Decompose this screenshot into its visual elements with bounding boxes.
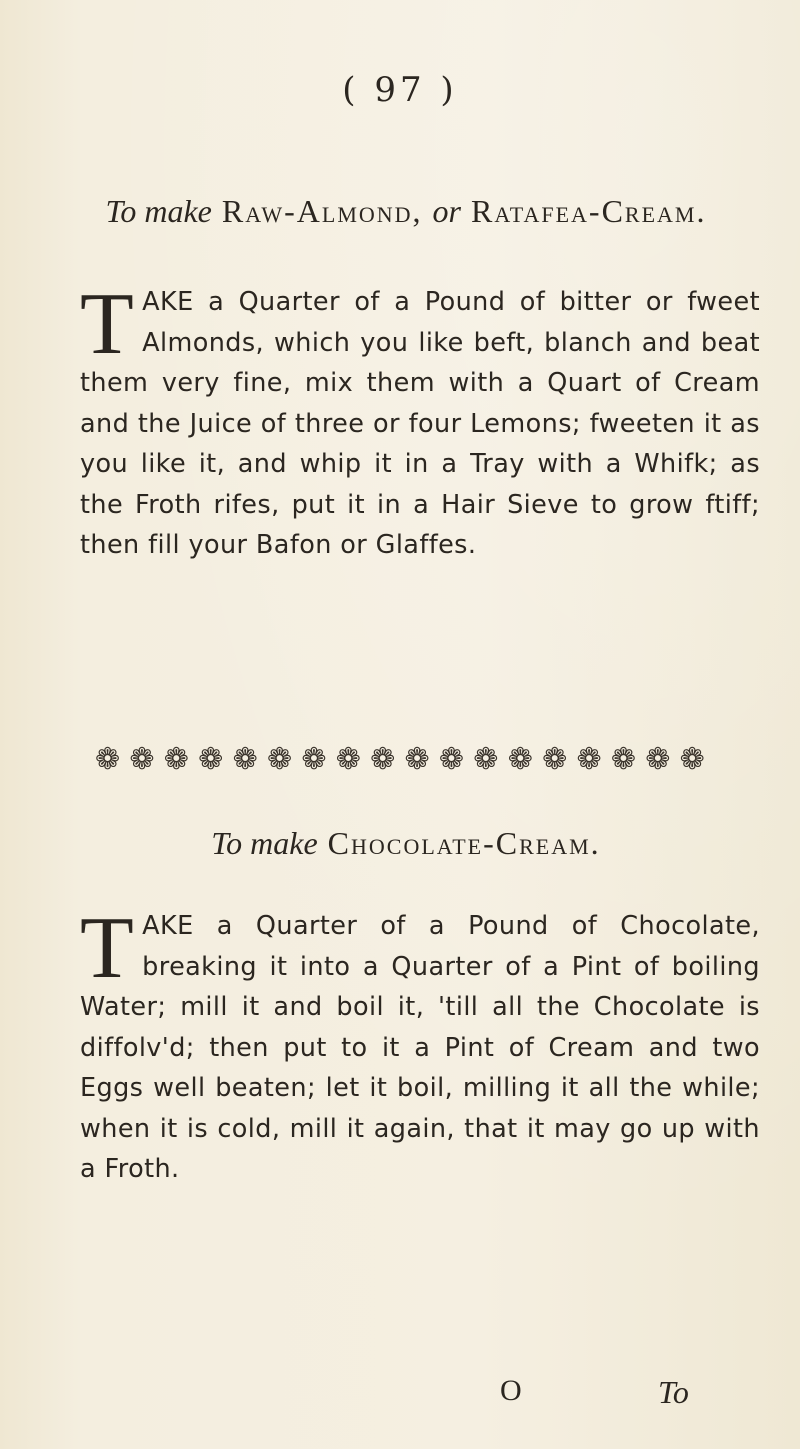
- ornament-glyph: ❁: [507, 741, 533, 777]
- ornament-glyph: ❁: [473, 741, 499, 777]
- ornament-glyph: ❁: [198, 741, 224, 777]
- ornament-glyph: ❁: [679, 741, 705, 777]
- ornament-glyph: ❁: [610, 741, 636, 777]
- ornament-glyph: ❁: [266, 741, 293, 777]
- recipe-text: AKE a Quarter of a Pound of Chocolate, breaking it into a Quarter of a Pint of boiling Water; mill it and boil it, 'till all the Chocolate is diffolv'd; then put to it a Pint of Cream and two Eggs well beaten; let it boil, milling it all the while; when it is cold, mill it again, that it may go up with a Froth.: [80, 911, 760, 1184]
- ornament-glyph: ❁: [335, 741, 361, 777]
- ornament-glyph: ❁: [645, 741, 671, 777]
- dropcap: T: [80, 276, 135, 373]
- recipe-body-chocolate-cream: [80, 900, 760, 1190]
- title-main: Chocolate-Cream.: [317, 825, 601, 861]
- ornament-glyph: ❁: [95, 741, 121, 777]
- recipe-text: AKE a Quarter of a Pound of bitter or fweet Almonds, which you like beft, blanch and beat them very fine, mix them with a Quart of Cream and the Juice of three or four Lemons; fweeten it as you like it, and whip it in a Tray with a Whifk; as the Froth rifes, put it in a Hair Sieve to grow ftiff; then fill your Bafon or Glaffes.: [80, 287, 760, 560]
- ornament-glyph: ❁: [129, 741, 155, 777]
- ornament-glyph: ❁: [301, 741, 327, 777]
- ornament-glyph: ❁: [404, 741, 430, 777]
- title-end: Ratafea-Cream.: [461, 193, 707, 229]
- recipe-title-chocolate-cream: [86, 820, 726, 866]
- ornament-glyph: ❁: [438, 741, 465, 777]
- ornamental-divider: [95, 738, 705, 780]
- title-lead: To make: [211, 825, 318, 861]
- signature-mark: O: [500, 1374, 522, 1407]
- dropcap: T: [80, 900, 135, 997]
- title-or: or: [432, 193, 461, 229]
- title-lead: To make: [105, 193, 212, 229]
- page-number: ( 97 ): [342, 70, 458, 110]
- catchword: To: [658, 1374, 689, 1410]
- title-main: Raw-Almond,: [221, 193, 433, 229]
- ornament-glyph: ❁: [542, 741, 568, 777]
- ornament-glyph: ❁: [232, 741, 258, 777]
- recipe-title-raw-almond: [86, 188, 726, 234]
- ornament-glyph: ❁: [576, 741, 602, 777]
- recipe-body-raw-almond: [80, 276, 760, 566]
- ornament-glyph: ❁: [163, 741, 189, 777]
- ornament-glyph: ❁: [370, 741, 396, 777]
